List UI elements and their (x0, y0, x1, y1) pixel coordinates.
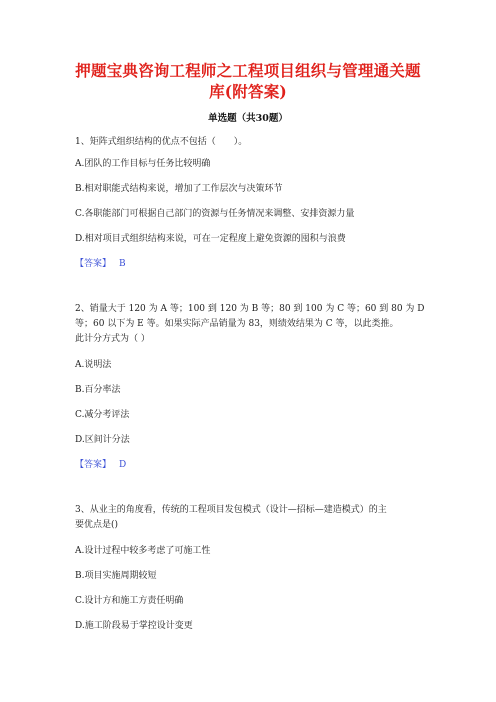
question-2-option-d: D.区间计分法 (75, 435, 130, 445)
question-1-option-c: C.各职能部门可根据自己部门的资源与任务情况来调整、安排资源力量 (75, 209, 355, 219)
question-2-stem-line-1: 2、销量大于 120 为 A 等；100 到 120 为 B 等；80 到 100 为 C 等；60 到 80 为 D (75, 304, 425, 314)
answer-label: 【答案】 (75, 460, 112, 470)
question-1-option-b: B.相对职能式结构来说，增加了工作层次与决策环节 (75, 184, 283, 194)
question-3-stem-line-2: 要优点是() (75, 520, 119, 530)
question-3-stem-line-1: 3、从业主的角度看，传统的工程项目发包模式（设计—招标—建造模式）的主 (75, 505, 387, 515)
question-1-answer (75, 258, 126, 270)
question-1-option-d: D.相对项目式组织结构来说，可在一定程度上避免资源的囤积与浪费 (75, 234, 346, 244)
section-heading: 单选题（共30题） (208, 113, 288, 124)
question-3-option-a: A.设计过程中较多考虑了可施工性 (75, 546, 211, 556)
question-2-option-c: C.减分考评法 (75, 410, 130, 420)
answer-label: 【答案】 (75, 259, 112, 269)
question-2-stem-line-2: 等；60 以下为 E 等。如果实际产品销量为 83，则绩效结果为 C 等，以此类推。 (75, 319, 399, 329)
question-3-option-b: B.项目实施周期较短 (75, 571, 157, 581)
question-1-stem: 1、矩阵式组织结构的优点不包括（ ）。 (75, 137, 248, 147)
question-2-option-a: A.说明法 (75, 360, 112, 370)
question-3-option-d: D.施工阶段易于掌控设计变更 (75, 621, 193, 631)
question-2-stem-line-3: 此计分方式为（ ） (75, 334, 150, 344)
answer-value: B (119, 259, 126, 269)
question-3-option-c: C.设计方和施工方责任明确 (75, 596, 184, 606)
answer-value: D (119, 460, 127, 470)
document-title-line-1: 押题宝典咨询工程师之工程项目组织与管理通关题 (75, 61, 421, 80)
question-2-option-b: B.百分率法 (75, 385, 121, 395)
question-1-option-a: A.团队的工作目标与任务比较明确 (75, 159, 211, 169)
document-title-line-2: 库(附答案) (209, 82, 287, 101)
question-2-answer (75, 459, 126, 471)
